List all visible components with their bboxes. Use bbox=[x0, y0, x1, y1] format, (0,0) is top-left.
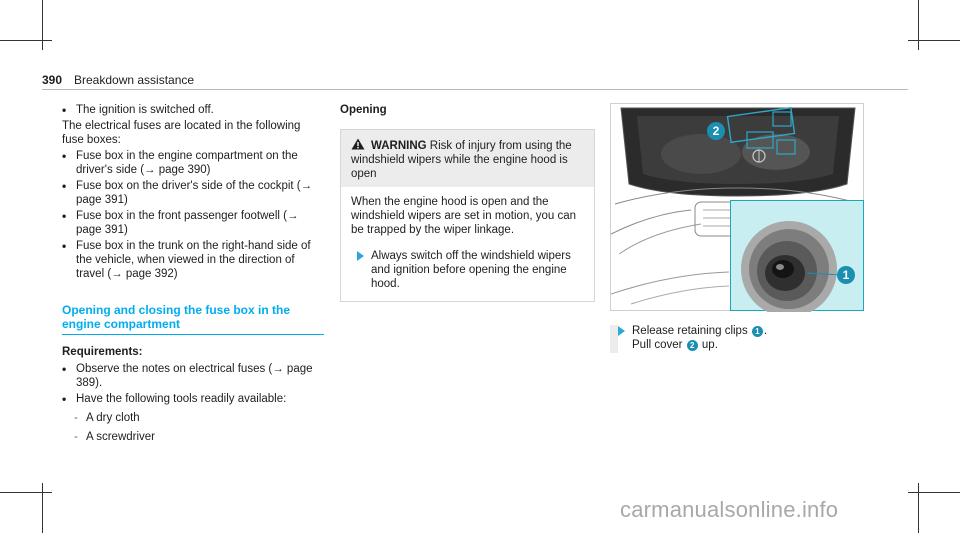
list-item bbox=[62, 392, 324, 406]
list-item bbox=[62, 149, 324, 177]
warning-body bbox=[341, 187, 594, 301]
step-text-end: up. bbox=[701, 339, 718, 351]
detail-inset bbox=[730, 200, 864, 311]
sub-list-item bbox=[62, 411, 324, 425]
page-number: 390 bbox=[42, 73, 63, 87]
bullet-dot: • bbox=[62, 179, 67, 193]
cover-badge: 2 bbox=[687, 340, 698, 351]
list-item-text[interactable]: Fuse box in the front passenger footwell (→ page 391) bbox=[76, 210, 299, 236]
warning-box bbox=[340, 129, 595, 302]
warning-label: WARNING bbox=[371, 140, 427, 152]
list-item-text[interactable]: Fuse box in the trunk on the right-hand side of the vehicle, when viewed in the direction of travel (→ page 392) bbox=[76, 240, 311, 280]
instruction-step bbox=[612, 324, 862, 352]
step-text-end: . bbox=[763, 325, 768, 337]
column-right bbox=[612, 324, 862, 352]
crop-mark bbox=[918, 0, 919, 50]
list-item-text[interactable]: Fuse box in the engine compartment on the driver's side (→ page 390) bbox=[76, 150, 298, 176]
heading-rule bbox=[62, 334, 324, 335]
bullet-dot: • bbox=[62, 103, 67, 117]
clip-badge: 1 bbox=[752, 326, 763, 337]
sub-list-item-text: A dry cloth bbox=[86, 412, 140, 424]
step-arrow-icon bbox=[357, 251, 364, 261]
instruction-step bbox=[351, 249, 584, 291]
warning-title: Risk of injury from using the windshield wipers while the engine hood is open bbox=[351, 140, 572, 180]
list-item bbox=[62, 179, 324, 207]
step-text: Always switch off the windshield wipers and ignition before opening the engine hood. bbox=[371, 250, 571, 290]
requirements-label: Requirements: bbox=[62, 346, 143, 358]
warning-text: When the engine hood is open and the windshield wipers are set in motion, you can be trapped by the wiper linkage. bbox=[351, 196, 577, 236]
column-left bbox=[62, 103, 324, 448]
step-text: Pull cover bbox=[632, 339, 683, 351]
bullet-dot: • bbox=[62, 392, 67, 406]
section-title: Breakdown assistance bbox=[74, 73, 195, 87]
bullet-dot: • bbox=[62, 149, 67, 163]
warning-header bbox=[341, 130, 594, 187]
bullet-dot: • bbox=[62, 362, 67, 376]
opening-heading: Opening bbox=[340, 104, 387, 116]
list-item-text[interactable]: Observe the notes on electrical fuses (→ page 389). bbox=[76, 363, 313, 389]
retaining-clip-drawing bbox=[731, 201, 865, 312]
crop-mark bbox=[0, 40, 52, 41]
bullet-dot: • bbox=[62, 239, 67, 253]
column-middle bbox=[340, 103, 595, 302]
list-item-text: The ignition is switched off. bbox=[76, 104, 214, 116]
list-item bbox=[62, 209, 324, 237]
crop-mark bbox=[908, 492, 960, 493]
section-heading: Opening and closing the fuse box in the engine compartment bbox=[62, 303, 291, 331]
crop-mark bbox=[908, 40, 960, 41]
crop-mark bbox=[42, 483, 43, 533]
list-item-text[interactable]: Fuse box on the driver's side of the cockpit (→ page 391) bbox=[76, 180, 313, 206]
callout-1-badge: 1 bbox=[837, 266, 855, 284]
list-item bbox=[62, 362, 324, 390]
watermark: carmanualsonline.info bbox=[620, 497, 839, 522]
paragraph: The electrical fuses are located in the following fuse boxes: bbox=[62, 120, 301, 146]
dash-marker: - bbox=[74, 412, 78, 424]
list-item-text: Have the following tools readily available: bbox=[76, 393, 287, 405]
crop-mark bbox=[918, 483, 919, 533]
sub-list-item bbox=[62, 430, 324, 444]
crop-mark bbox=[42, 0, 43, 50]
warning-triangle-icon bbox=[351, 138, 365, 150]
dash-marker: - bbox=[74, 431, 78, 443]
step-text: Release retaining clips bbox=[632, 325, 748, 337]
bullet-dot: • bbox=[62, 209, 67, 223]
crop-mark bbox=[0, 492, 52, 493]
list-item bbox=[62, 239, 324, 281]
sub-list-item-text: A screwdriver bbox=[86, 431, 156, 443]
step-arrow-icon bbox=[618, 326, 625, 336]
header-divider bbox=[42, 89, 908, 90]
callout-2-badge: 2 bbox=[707, 122, 725, 140]
list-item bbox=[62, 103, 324, 117]
